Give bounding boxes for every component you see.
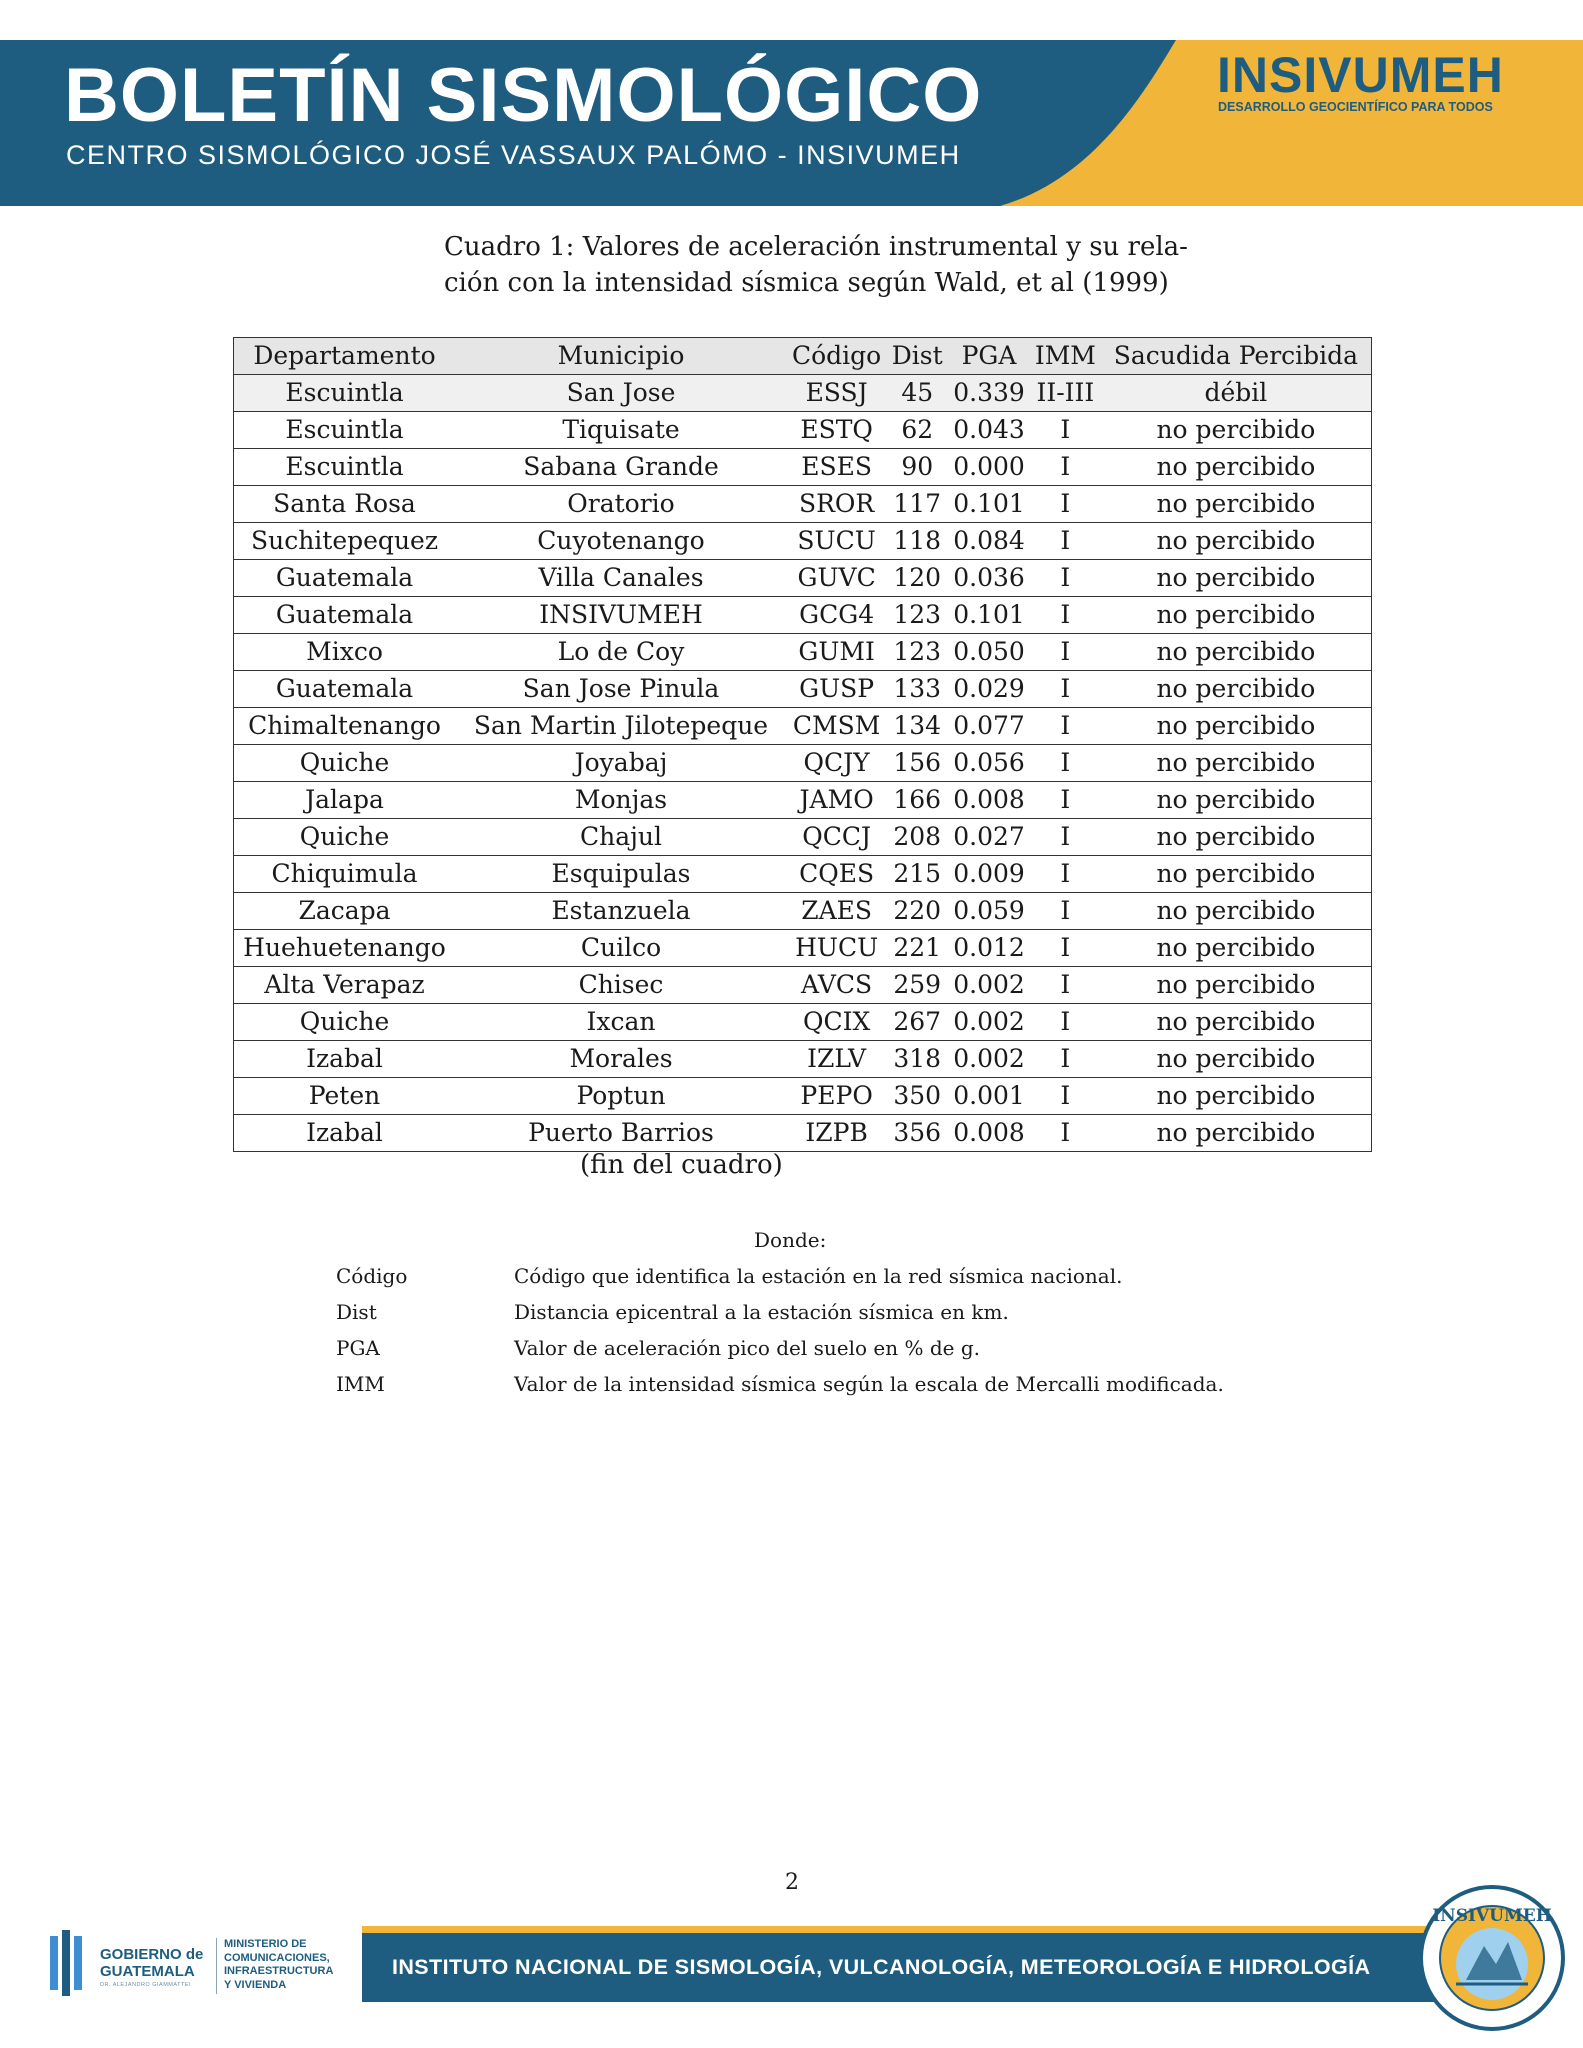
cell-codigo: IZPB: [787, 1115, 886, 1152]
legend-term: PGA: [336, 1336, 380, 1360]
cell-sacudida: débil: [1101, 375, 1372, 412]
cell-codigo: QCCJ: [787, 819, 886, 856]
cell-sacudida: no percibido: [1101, 449, 1372, 486]
cell-imm: I: [1030, 449, 1101, 486]
cell-sacudida: no percibido: [1101, 486, 1372, 523]
cell-pga: 0.009: [948, 856, 1030, 893]
cell-codigo: QCJY: [787, 745, 886, 782]
legend-description: Valor de la intensidad sísmica según la escala de Mercalli modificada.: [514, 1372, 1224, 1396]
cell-departamento: Escuintla: [234, 375, 456, 412]
table-row: [234, 597, 1372, 634]
cell-dist: 318: [886, 1041, 948, 1078]
ministry-line: MINISTERIO DE: [224, 1938, 307, 1950]
cell-municipio: Villa Canales: [455, 560, 787, 597]
cell-sacudida: no percibido: [1101, 708, 1372, 745]
cell-sacudida: no percibido: [1101, 560, 1372, 597]
cell-departamento: Izabal: [234, 1115, 456, 1152]
cell-departamento: Santa Rosa: [234, 486, 456, 523]
column-header-pga: PGA: [948, 338, 1030, 375]
cell-pga: 0.036: [948, 560, 1030, 597]
cell-departamento: Peten: [234, 1078, 456, 1115]
cell-codigo: AVCS: [787, 967, 886, 1004]
cell-pga: 0.002: [948, 1041, 1030, 1078]
cell-dist: 62: [886, 412, 948, 449]
cell-departamento: Suchitepequez: [234, 523, 456, 560]
column-header-departamento: Departamento: [234, 338, 456, 375]
bulletin-title: BOLETÍN SISMOLÓGICO: [64, 53, 983, 138]
table-row: [234, 634, 1372, 671]
cell-dist: 118: [886, 523, 948, 560]
column-header-dist: Dist: [886, 338, 948, 375]
legend-item: [336, 1334, 1224, 1370]
legend-title: Donde:: [754, 1228, 827, 1252]
legend-list: [336, 1262, 1224, 1406]
legend-term: Código: [336, 1264, 408, 1288]
government-name-line-2: GUATEMALA: [100, 1963, 195, 1980]
cell-departamento: Alta Verapaz: [234, 967, 456, 1004]
column-header-imm: IMM: [1030, 338, 1101, 375]
cell-imm: I: [1030, 893, 1101, 930]
ministry-line: COMUNICACIONES,: [224, 1951, 330, 1964]
cell-dist: 45: [886, 375, 948, 412]
cell-departamento: Mixco: [234, 634, 456, 671]
cell-pga: 0.050: [948, 634, 1030, 671]
cell-dist: 120: [886, 560, 948, 597]
table-row: [234, 708, 1372, 745]
legend-description: Código que identifica la estación en la red sísmica nacional.: [514, 1264, 1123, 1288]
cell-dist: 90: [886, 449, 948, 486]
cell-municipio: Chisec: [455, 967, 787, 1004]
cell-municipio: Sabana Grande: [455, 449, 787, 486]
government-name: [100, 1946, 203, 1980]
cell-municipio: San Martin Jilotepeque: [455, 708, 787, 745]
cell-pga: 0.027: [948, 819, 1030, 856]
cell-dist: 117: [886, 486, 948, 523]
cell-departamento: Zacapa: [234, 893, 456, 930]
cell-imm: I: [1030, 597, 1101, 634]
cell-pga: 0.101: [948, 486, 1030, 523]
cell-municipio: Joyabaj: [455, 745, 787, 782]
cell-municipio: Cuilco: [455, 930, 787, 967]
cell-departamento: Jalapa: [234, 782, 456, 819]
cell-codigo: GUMI: [787, 634, 886, 671]
flag-stripes-icon: [48, 1928, 94, 1998]
cell-dist: 208: [886, 819, 948, 856]
cell-municipio: Puerto Barrios: [455, 1115, 787, 1152]
cell-dist: 259: [886, 967, 948, 1004]
cell-sacudida: no percibido: [1101, 819, 1372, 856]
cell-dist: 156: [886, 745, 948, 782]
cell-departamento: Escuintla: [234, 412, 456, 449]
cell-dist: 221: [886, 930, 948, 967]
cell-dist: 350: [886, 1078, 948, 1115]
cell-codigo: GUVC: [787, 560, 886, 597]
cell-imm: II-III: [1030, 375, 1101, 412]
cell-codigo: JAMO: [787, 782, 886, 819]
cell-sacudida: no percibido: [1101, 1078, 1372, 1115]
legend-term: Dist: [336, 1300, 377, 1324]
table-row: [234, 856, 1372, 893]
table-row: [234, 1115, 1372, 1152]
cell-sacudida: no percibido: [1101, 893, 1372, 930]
cell-imm: I: [1030, 1004, 1101, 1041]
table-row: [234, 782, 1372, 819]
cell-imm: I: [1030, 1115, 1101, 1152]
cell-imm: I: [1030, 967, 1101, 1004]
cell-codigo: PEPO: [787, 1078, 886, 1115]
cell-departamento: Quiche: [234, 1004, 456, 1041]
government-subtext: DR. ALEJANDRO GIAMMATTEI: [100, 1982, 192, 1988]
cell-imm: I: [1030, 930, 1101, 967]
cell-pga: 0.008: [948, 1115, 1030, 1152]
table-row: [234, 1041, 1372, 1078]
table-row: [234, 449, 1372, 486]
table-row: [234, 893, 1372, 930]
cell-imm: I: [1030, 856, 1101, 893]
cell-pga: 0.012: [948, 930, 1030, 967]
cell-departamento: Chiquimula: [234, 856, 456, 893]
cell-codigo: ESES: [787, 449, 886, 486]
cell-sacudida: no percibido: [1101, 1041, 1372, 1078]
cell-municipio: Poptun: [455, 1078, 787, 1115]
caption-line-1: Cuadro 1: Valores de aceleración instrumental y su rela-: [444, 232, 1188, 262]
cell-sacudida: no percibido: [1101, 1004, 1372, 1041]
cell-imm: I: [1030, 671, 1101, 708]
government-logo: [48, 1924, 368, 2004]
cell-municipio: Morales: [455, 1041, 787, 1078]
cell-municipio: Cuyotenango: [455, 523, 787, 560]
cell-codigo: ESSJ: [787, 375, 886, 412]
cell-sacudida: no percibido: [1101, 745, 1372, 782]
column-header-codigo: Código: [787, 338, 886, 375]
cell-imm: I: [1030, 523, 1101, 560]
legend-item: [336, 1262, 1224, 1298]
cell-municipio: Monjas: [455, 782, 787, 819]
acceleration-table: [233, 337, 1372, 1152]
cell-departamento: Izabal: [234, 1041, 456, 1078]
cell-municipio: Tiquisate: [455, 412, 787, 449]
legend-description: Valor de aceleración pico del suelo en % de g.: [514, 1336, 980, 1360]
brand-logo-text: INSIVUMEH: [1217, 47, 1504, 103]
cell-sacudida: no percibido: [1101, 597, 1372, 634]
institute-name: INSTITUTO NACIONAL DE SISMOLOGÍA, VULCANOLOGÍA, METEOROLOGÍA E HIDROLOGÍA: [392, 1955, 1371, 1979]
legend-item: [336, 1298, 1224, 1334]
cell-dist: 123: [886, 597, 948, 634]
cell-sacudida: no percibido: [1101, 856, 1372, 893]
cell-pga: 0.000: [948, 449, 1030, 486]
cell-municipio: Esquipulas: [455, 856, 787, 893]
cell-municipio: Oratorio: [455, 486, 787, 523]
cell-dist: 133: [886, 671, 948, 708]
cell-codigo: IZLV: [787, 1041, 886, 1078]
cell-departamento: Guatemala: [234, 597, 456, 634]
cell-codigo: GCG4: [787, 597, 886, 634]
legend-item: [336, 1370, 1224, 1406]
cell-sacudida: no percibido: [1101, 1115, 1372, 1152]
table-row: [234, 819, 1372, 856]
cell-pga: 0.084: [948, 523, 1030, 560]
table-row: [234, 523, 1372, 560]
cell-dist: 356: [886, 1115, 948, 1152]
page-number: 2: [785, 1870, 799, 1895]
table-row: [234, 967, 1372, 1004]
cell-codigo: HUCU: [787, 930, 886, 967]
cell-imm: I: [1030, 560, 1101, 597]
column-header-municipio: Municipio: [455, 338, 787, 375]
cell-sacudida: no percibido: [1101, 930, 1372, 967]
cell-imm: I: [1030, 1041, 1101, 1078]
cell-departamento: Quiche: [234, 819, 456, 856]
cell-pga: 0.002: [948, 1004, 1030, 1041]
cell-dist: 134: [886, 708, 948, 745]
cell-municipio: Ixcan: [455, 1004, 787, 1041]
cell-sacudida: no percibido: [1101, 967, 1372, 1004]
cell-pga: 0.101: [948, 597, 1030, 634]
cell-departamento: Guatemala: [234, 560, 456, 597]
cell-codigo: ESTQ: [787, 412, 886, 449]
cell-codigo: CMSM: [787, 708, 886, 745]
cell-municipio: INSIVUMEH: [455, 597, 787, 634]
legend-term: IMM: [336, 1372, 385, 1396]
cell-imm: I: [1030, 745, 1101, 782]
table-row: [234, 486, 1372, 523]
table-row: [234, 930, 1372, 967]
cell-departamento: Chimaltenango: [234, 708, 456, 745]
cell-imm: I: [1030, 1078, 1101, 1115]
cell-departamento: Escuintla: [234, 449, 456, 486]
cell-pga: 0.056: [948, 745, 1030, 782]
table-caption: [444, 229, 1204, 301]
cell-municipio: Lo de Coy: [455, 634, 787, 671]
cell-municipio: Chajul: [455, 819, 787, 856]
cell-pga: 0.077: [948, 708, 1030, 745]
cell-sacudida: no percibido: [1101, 671, 1372, 708]
cell-pga: 0.043: [948, 412, 1030, 449]
cell-pga: 0.002: [948, 967, 1030, 1004]
table-row: [234, 1004, 1372, 1041]
cell-codigo: ZAES: [787, 893, 886, 930]
table-row: [234, 671, 1372, 708]
table-row: [234, 1078, 1372, 1115]
cell-imm: I: [1030, 634, 1101, 671]
cell-imm: I: [1030, 819, 1101, 856]
ministry-line: INFRAESTRUCTURA: [224, 1965, 334, 1977]
cell-dist: 166: [886, 782, 948, 819]
cell-sacudida: no percibido: [1101, 412, 1372, 449]
cell-pga: 0.339: [948, 375, 1030, 412]
cell-codigo: SROR: [787, 486, 886, 523]
cell-codigo: GUSP: [787, 671, 886, 708]
table-row: [234, 560, 1372, 597]
cell-pga: 0.029: [948, 671, 1030, 708]
brand-tagline: DESARROLLO GEOCIENTÍFICO PARA TODOS: [1218, 100, 1493, 114]
table-row: [234, 745, 1372, 782]
header-banner: [0, 40, 1583, 206]
insivumeh-seal: [1418, 1884, 1566, 2032]
cell-codigo: SUCU: [787, 523, 886, 560]
cell-imm: I: [1030, 708, 1101, 745]
logo-divider: [216, 1938, 217, 1994]
cell-pga: 0.059: [948, 893, 1030, 930]
cell-imm: I: [1030, 782, 1101, 819]
footer-bar: [362, 1926, 1462, 2002]
table-row: [234, 375, 1372, 412]
cell-imm: I: [1030, 412, 1101, 449]
cell-dist: 220: [886, 893, 948, 930]
cell-sacudida: no percibido: [1101, 634, 1372, 671]
seal-name: INSIVUMEH: [1432, 1906, 1552, 1926]
cell-municipio: San Jose: [455, 375, 787, 412]
table-header-row: [234, 338, 1372, 375]
cell-sacudida: no percibido: [1101, 782, 1372, 819]
cell-dist: 123: [886, 634, 948, 671]
cell-departamento: Huehuetenango: [234, 930, 456, 967]
ministry-line: Y VIVIENDA: [224, 1978, 287, 1991]
cell-departamento: Quiche: [234, 745, 456, 782]
cell-imm: I: [1030, 486, 1101, 523]
cell-municipio: San Jose Pinula: [455, 671, 787, 708]
cell-departamento: Guatemala: [234, 671, 456, 708]
cell-pga: 0.008: [948, 782, 1030, 819]
cell-dist: 267: [886, 1004, 948, 1041]
cell-codigo: CQES: [787, 856, 886, 893]
column-header-sacudida: Sacudida Percibida: [1101, 338, 1372, 375]
table-row: [234, 412, 1372, 449]
caption-line-2: ción con la intensidad sísmica según Wald, et al (1999): [444, 268, 1169, 298]
legend-description: Distancia epicentral a la estación sísmica en km.: [514, 1300, 1009, 1324]
cell-dist: 215: [886, 856, 948, 893]
cell-sacudida: no percibido: [1101, 523, 1372, 560]
table-end-note: (fin del cuadro): [580, 1150, 783, 1180]
government-name-line-1: GOBIERNO de: [100, 1946, 204, 1963]
cell-municipio: Estanzuela: [455, 893, 787, 930]
cell-pga: 0.001: [948, 1078, 1030, 1115]
cell-codigo: QCIX: [787, 1004, 886, 1041]
bulletin-subtitle: CENTRO SISMOLÓGICO JOSÉ VASSAUX PALÓMO - INSIVUMEH: [66, 140, 961, 170]
table-body: [234, 375, 1372, 1152]
ministry-name: [224, 1938, 333, 1992]
